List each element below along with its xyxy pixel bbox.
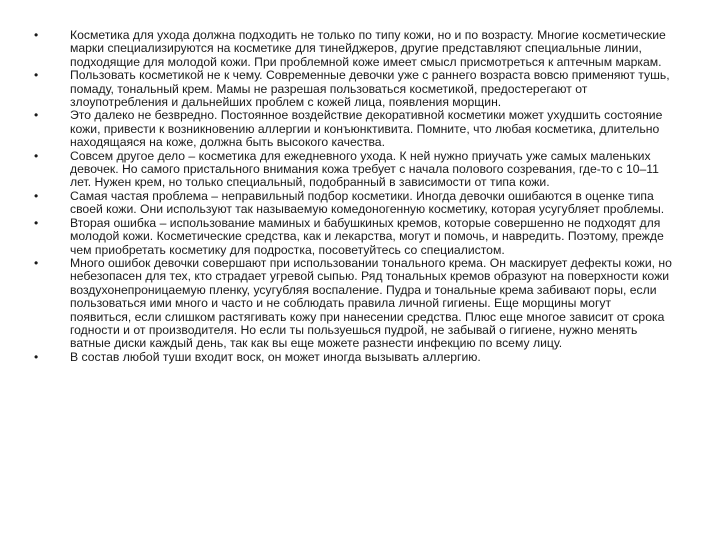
bullet-icon: • [34,28,39,42]
list-item [34,109,674,149]
list-item [34,217,674,257]
list-item [34,351,674,364]
paragraph-text: В состав любой туши входит воск, он может иногда вызывать аллергию. [70,349,481,364]
bullet-icon: • [34,148,39,163]
list-item [34,257,674,351]
list-item [34,29,674,69]
list-item [34,150,674,190]
paragraph-text: Много ошибок девочки совершают при использовании тонального крема. Он маскирует дефекты кожи, но небезопасен для тех, кто страдает угревой сыпью. Ряд тональных кремов образуют на поверхности кожи воздухонепроницаемую пленку, усугубляя воспаление. Пудра и тональные крема забивают поры, если пользоваться ими много и часто и не соблюдать правила личной гигиены. Еще морщины могут появиться, если слишком растягивать кожу при нанесении средства. Плюс еще многое зависит от срока годности и от производителя. Но если ты пользуешься пудрой, не забывай о гигиене, нужно менять ватные диски каждый день, так как вы еще можете разнести инфекцию по всему лицу. [70,255,672,351]
paragraph-text: Самая частая проблема – неправильный подбор косметики. Иногда девочки ошибаются в оценке типа своей кожи. Они используют так называемую комедоногенную косметику, которая усугубляет проблемы. [70,188,665,217]
bullet-icon: • [34,68,39,83]
bullet-icon: • [34,255,39,270]
paragraph-text: Пользовать косметикой не к чему. Современные девочки уже с раннего возраста вовсю применяют тушь, помаду, тональный крем. Мамы не разрешая пользоваться косметикой, предостерегают от злоупотребления и дальнейших проблем с кожей лица, появления морщин. [70,68,670,110]
paragraph-text: Вторая ошибка – использование маминых и бабушкиных кремов, которые совершенно не подходят для молодой кожи. Косметические средства, как и лекарства, могут и помочь, и навредить. Поэтому, прежде чем приобретать косметику для подростка, посоветуйтесь со специалистом. [70,215,664,257]
list-item [34,190,674,217]
list-item [34,69,674,109]
bullet-icon: • [34,349,39,364]
paragraph-text: Косметика для ухода должна подходить не только по типу кожи, но и по возрасту. Многие косметические марки специализируются на косметике для тинейджеров, другие представляют специальные линии, подходящие для молодой кожи. При проблемной коже имеет смысл присмотреться к аптечным маркам. [70,28,666,69]
paragraph-text: Совсем другое дело – косметика для ежедневного ухода. К ней нужно приучать уже самых маленьких девочек. Но самого пристального внимания кожа требует с начала полового созревания, где-то с 10–11 лет. Нужен крем, но только специальный, подобранный в зависимости от типа кожи. [70,148,659,190]
bullet-icon: • [34,108,39,123]
paragraph-text: Это далеко не безвредно. Постоянное воздействие декоративной косметики может ухудшить состояние кожи, привести к возникновению аллергии и конъюнктивита. Помните, что любая косметика, длительно находящаяся на коже, должна быть высокого качества. [70,108,663,150]
bullet-icon: • [34,215,39,230]
bullet-icon: • [34,188,39,203]
bullet-list [34,29,674,364]
